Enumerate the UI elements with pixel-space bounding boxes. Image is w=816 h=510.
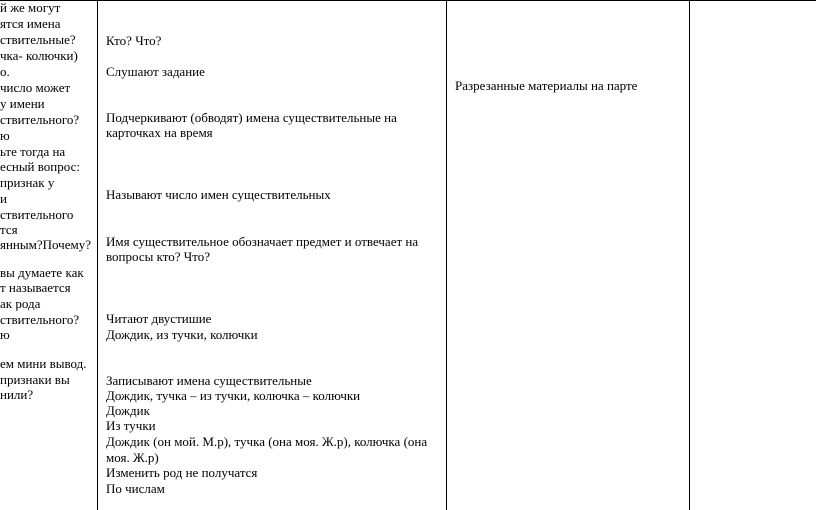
question-line: ю [0,128,10,143]
activity-line: Называют число имен существительных [106,187,331,202]
question-line: ак рода [0,296,41,311]
activity-line: Имя существительное обозначает предмет и отвечает на [106,234,419,249]
activity-line: карточках на время [106,125,213,140]
question-line: вы думаете как [0,265,84,280]
question-line: признак у [0,175,55,190]
activity-line: Дождик, тучка – из тучки, колючка – колючки [106,388,361,403]
question-line: ствительного? [0,312,80,327]
question-line: янным?Почему? [0,237,91,252]
question-line: ствительного [0,207,74,222]
activity-line: Изменить род не получатся [106,465,258,480]
activity-line: Дождик (он мой. М.р), тучка (она моя. Ж.р), колючка (она [106,434,428,449]
activity-line: вопросы кто? Что? [106,249,210,264]
question-line: о. [0,64,10,79]
question-line: и [0,191,7,206]
question-line: нили? [0,387,34,402]
materials-column [447,0,689,510]
activity-line: По числам [106,481,165,496]
activity-line: Из тучки [106,418,156,433]
question-line: ю [0,327,10,342]
question-line: есный вопрос: [0,159,80,174]
activity-line: Подчеркивают (обводят) имена существительные на [106,110,397,125]
question-line: ствительного? [0,112,80,127]
activity-line: Читают двустишие [106,311,212,326]
question-line: ем мини вывод. [0,356,87,371]
activity-line: моя. Ж.р) [106,450,159,465]
question-line: ствительные? [0,32,76,47]
column-divider-3 [689,0,690,510]
materials-text: Разрезанные материалы на парте [455,78,638,93]
question-line: число может [0,80,71,95]
question-line: признаки вы [0,372,70,387]
activity-line: Кто? Что? [106,33,162,48]
question-line: т называется [0,280,71,295]
question-line: ятся имена [0,16,61,31]
activity-column [97,0,446,510]
question-line: у имени [0,96,45,111]
question-line: й же могут [0,0,61,15]
question-line: ьте тогда на [0,144,66,159]
question-column [0,0,98,510]
activity-line: Дождик [106,403,150,418]
activity-line: Записывают имена существительные [106,373,312,388]
question-line: чка- колючки) [0,48,78,63]
activity-line: Дождик, из тучки, колючки [106,327,258,342]
question-line: тся [0,222,18,237]
activity-line: Слушают задание [106,64,205,79]
